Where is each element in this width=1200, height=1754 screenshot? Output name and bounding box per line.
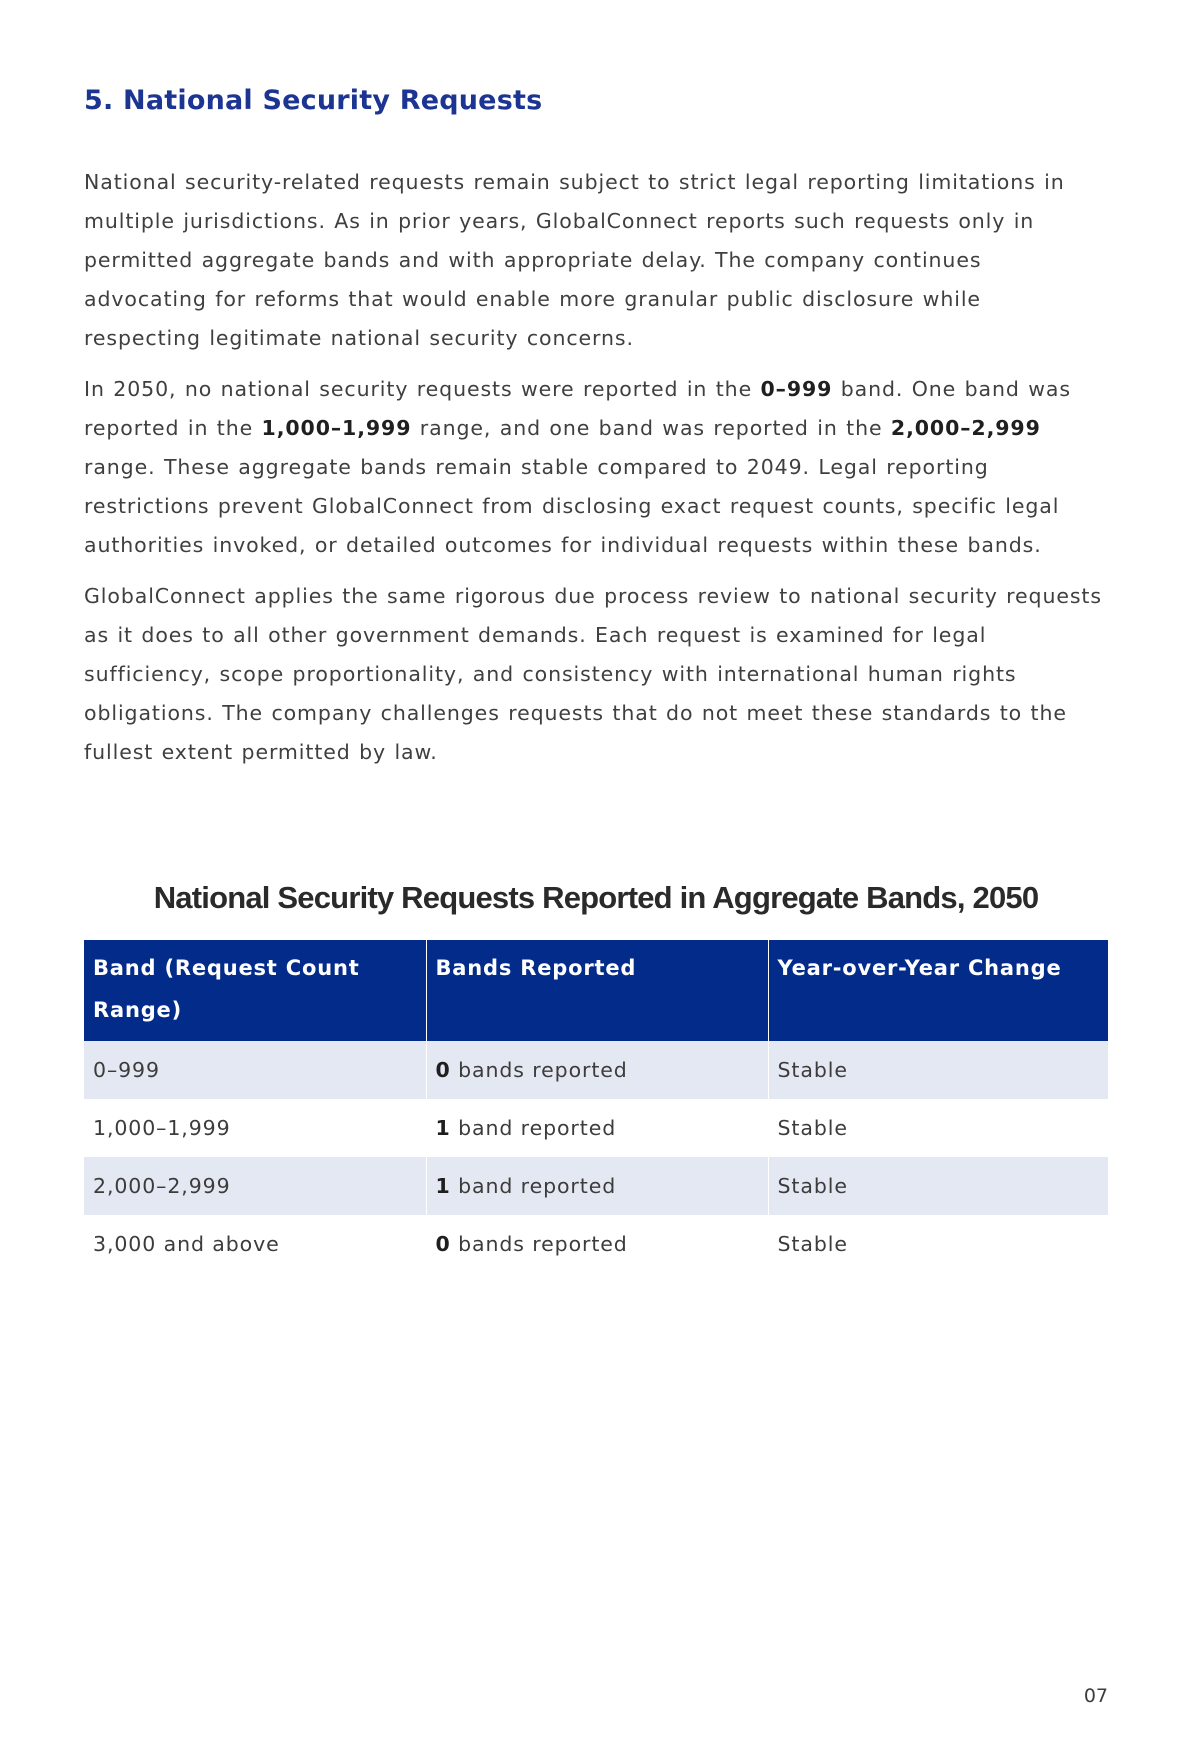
bands-reported-text: bands reported [450,1058,628,1082]
column-header-band: Band (Request Count Range) [84,940,426,1041]
column-header-bands-reported: Bands Reported [426,940,768,1041]
column-header-yoy-change: Year-over-Year Change [768,940,1108,1041]
bands-reported-cell [426,1215,768,1273]
paragraph-2-text-2: band. One band was reported in the [84,377,1071,440]
bands-reported-count: 0 [435,1058,451,1082]
table-row [84,1157,1108,1215]
yoy-change-cell: Stable [777,1232,848,1256]
paragraph-2-text-1: In 2050, no national security requests were reported in the [84,377,761,401]
page-number: 07 [1083,1685,1108,1707]
bands-reported-text: band reported [450,1116,617,1140]
band-cell: 3,000 and above [84,1215,426,1273]
paragraph-2-bold-band-1: 0–999 [760,377,833,401]
paragraph-1: National security-related requests remain subject to strict legal reporting limitations in multiple jurisdictions. As in prior years, GlobalConnect reports such requests only in permitted aggregate bands and with appropriate delay. The company continues advocating for reforms that would enable more granular public disclosure while respecting legitimate national security concerns. [84,170,1065,350]
band-cell: 2,000–2,999 [84,1157,426,1215]
bands-reported-text: band reported [450,1174,617,1198]
aggregate-bands-table [84,940,1108,1273]
band-cell: 0–999 [84,1041,426,1099]
bands-reported-cell [426,1041,768,1099]
paragraph-2-text-3: range, and one band was reported in the [411,416,891,440]
bands-reported-count: 1 [435,1174,451,1198]
bands-reported-count: 1 [435,1116,451,1140]
table-row [84,1041,1108,1099]
yoy-change-cell: Stable [768,1157,1108,1215]
yoy-change-cell: Stable [777,1116,848,1140]
paragraph-2-text-4: range. These aggregate bands remain stable compared to 2049. Legal reporting restrictions prevent GlobalConnect from disclosing exact request counts, specific legal authorities invoked, or detailed outcomes for individual requests within these bands. [84,455,1060,557]
paragraph-2-bold-band-3: 2,000–2,999 [890,416,1041,440]
bands-reported-count: 0 [435,1232,451,1256]
table-title: National Security Requests Reported in Aggregate Bands, 2050 [153,880,1039,915]
bands-reported-cell [426,1099,768,1157]
bands-reported-text: bands reported [450,1232,628,1256]
paragraph-2-bold-band-2: 1,000–1,999 [261,416,412,440]
bands-reported-cell [426,1157,768,1215]
table-row [84,1099,1108,1157]
table-row [84,1215,1108,1273]
paragraph-2 [84,370,1104,565]
band-cell: 1,000–1,999 [84,1099,426,1157]
yoy-change-cell: Stable [768,1041,1108,1099]
paragraph-3: GlobalConnect applies the same rigorous due process review to national security requests as it does to all other government demands. Each request is examined for legal sufficiency, scope proportionality, and consistency with international human rights obligations. The company challenges requests that do not meet these standards to the fullest extent permitted by law. [84,584,1102,764]
section-body [84,163,1104,784]
section-title: 5. National Security Requests [84,85,543,116]
table-header-row [84,940,1108,1041]
